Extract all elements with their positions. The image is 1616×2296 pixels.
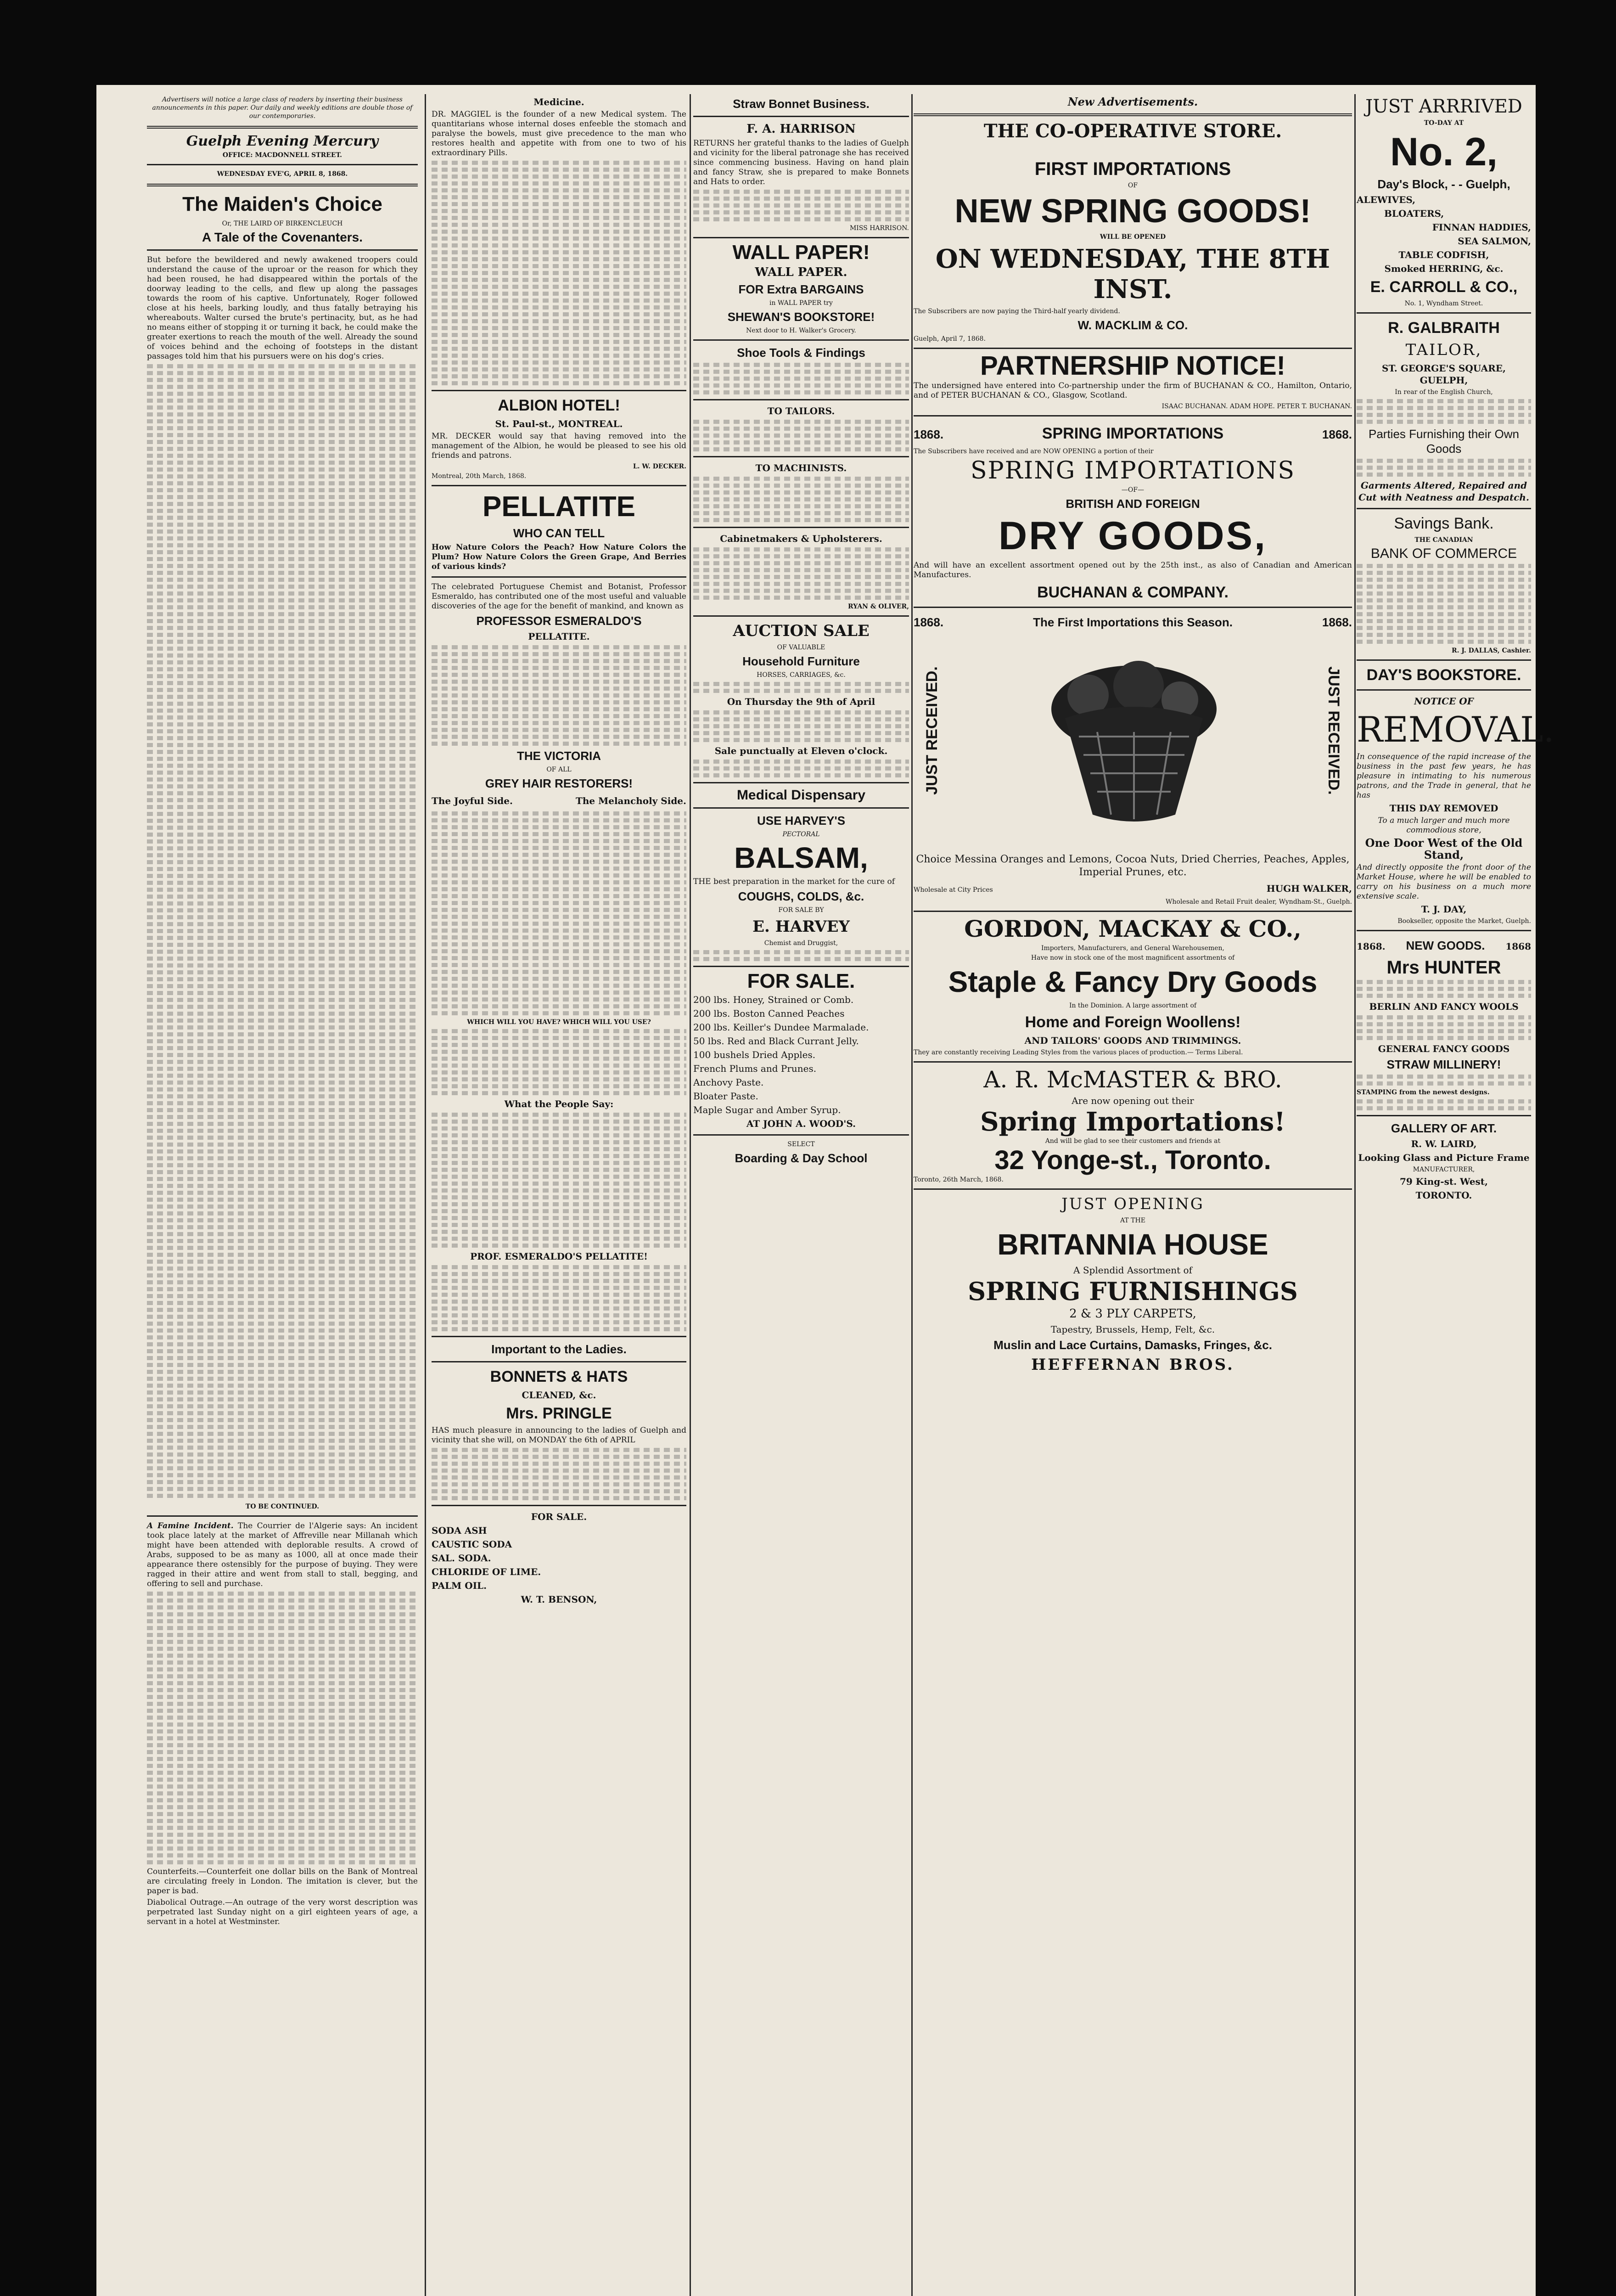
of-2: —OF— (1121, 486, 1145, 494)
spring-furnishings: SPRING FURNISHINGS (968, 1277, 1298, 1306)
dry-goods: DRY GOODS, (999, 514, 1267, 558)
albion-body: MR. DECKER would say that having removed into the management of the Albion, he would be pleased to see his old friends and patrons. (432, 432, 686, 460)
tailor: TAILOR, (1405, 341, 1482, 359)
magiel-title: Medicine. (533, 96, 584, 107)
are-now-opening: Are now opening out their (1072, 1095, 1194, 1106)
office-line: OFFICE: MACDONNELL STREET. (222, 152, 342, 159)
of-all: OF ALL (546, 766, 572, 773)
manufacturer: MANUFACTURER, (1413, 1166, 1475, 1173)
extra-bargains: FOR Extra BARGAINS (738, 282, 864, 296)
bookseller: Bookseller, opposite the Market, Guelph. (1397, 917, 1531, 925)
ryan-oliver: RYAN & OLIVER, (848, 603, 909, 610)
first-importations: FIRST IMPORTATIONS (1034, 159, 1231, 179)
st-georges: ST. GEORGE'S SQUARE, GUELPH, (1382, 363, 1506, 386)
partner-names: ISAAC BUCHANAN. ADAM HOPE. PETER T. BUCHANAN. (1162, 403, 1352, 410)
esmeraldo-intro: The celebrated Portuguese Chemist and Botanist, Professor Esmeraldo, has contributed one of the most useful and valuable discoveries of the age for the benefit of mankind, and known as (432, 582, 686, 611)
john-wood: AT JOHN A. WOOD'S. (746, 1118, 856, 1129)
coop-store: THE CO-OPERATIVE STORE. (983, 120, 1282, 142)
toronto-date: Toronto, 26th March, 1868. (914, 1176, 1004, 1183)
shewan-bookstore: SHEWAN'S BOOKSTORE! (727, 310, 875, 324)
wall-paper-2: WALL PAPER. (755, 265, 847, 279)
which-will: WHICH WILL YOU HAVE? WHICH WILL YOU USE? (467, 1019, 651, 1026)
stamping: STAMPING from the newest designs. (1357, 1089, 1490, 1096)
wall-paper: WALL PAPER! (732, 241, 870, 264)
harrison: F. A. HARRISON (746, 122, 856, 136)
bank-of-commerce: BANK OF COMMERCE (1370, 546, 1517, 561)
dominion: In the Dominion. A large assortment of (1069, 1002, 1197, 1009)
garments-altered: Garments Altered, Repaired and Cut with Neatness and Despatch. (1358, 480, 1529, 503)
new-advertisements: New Advertisements. (1067, 95, 1198, 108)
of-label: OF (1128, 182, 1138, 189)
first-importations-season: The First Importations this Season. (1033, 615, 1233, 629)
spring-imp-body: The Subscribers have received and are NOW OPENING a portion of their (914, 448, 1154, 455)
melancholy-side: The Melancholy Side. (575, 795, 686, 806)
fish-item: TABLE CODFISH, (1398, 249, 1489, 260)
canadian: THE CANADIAN (1414, 536, 1473, 544)
hugh-walker: HUGH WALKER, (1266, 883, 1352, 894)
carroll: E. CARROLL & CO., (1370, 278, 1518, 296)
fish-item: SEA SALMON, (1458, 236, 1531, 247)
carroll-address: No. 1, Wyndham Street. (1404, 300, 1483, 307)
wholesale: Wholesale at City Prices (914, 886, 993, 894)
grey-hair-restorers: GREY HAIR RESTORERS! (485, 777, 633, 790)
walker-role: Wholesale and Retail Fruit dealer, Wyndham-St., Guelph. (1165, 898, 1352, 906)
one-door-west: One Door West of the Old Stand, (1365, 836, 1523, 861)
shoe-tools: Shoe Tools & Findings (737, 346, 865, 360)
new-goods: NEW GOODS. (1406, 939, 1485, 952)
sale-item: 200 lbs. Honey, Strained or Comb. (693, 994, 854, 1005)
palm-oil: PALM OIL. (432, 1580, 487, 1591)
column-rule (911, 94, 913, 2296)
benson-sign: W. T. BENSON, (521, 1594, 597, 1605)
professor-esmeraldo: PROFESSOR ESMERALDO'S (476, 614, 642, 628)
year-right: 1868. (1322, 428, 1352, 441)
spring-importations-2: SPRING IMPORTATIONS (970, 457, 1296, 484)
diabolical-item: Diabolical Outrage.—An outrage of the very worst description was perpetrated last Sunday night on a girl eighteen years of age, a servant in a hotel at Westminster. (147, 1898, 418, 1926)
fruit-ad (914, 613, 1352, 851)
for-sale-soda: FOR SALE. (531, 1511, 587, 1522)
sale-item: 100 bushels Dried Apples. (693, 1049, 816, 1060)
mrs-hunter: Mrs HUNTER (1386, 957, 1501, 978)
prof-pellatite-ad: PROF. ESMERALDO'S PELLATITE! (470, 1251, 648, 1262)
straw-bonnet: Straw Bonnet Business. (733, 97, 870, 111)
masthead: Guelph Evening Mercury (186, 133, 379, 149)
at-the: AT THE (1120, 1217, 1145, 1224)
column-new-advertisements (914, 94, 1352, 2296)
dateline: WEDNESDAY EVE'G, APRIL 8, 1868. (217, 170, 348, 178)
macklim-date: Guelph, April 7, 1868. (914, 335, 986, 343)
gordon-mackay: GORDON, MACKAY & CO., (964, 915, 1302, 942)
rear-church: In rear of the English Church, (1395, 388, 1493, 396)
gallery-of-art: GALLERY OF ART. (1391, 1121, 1497, 1135)
terms: They are constantly receiving Leading Styles from the various places of production.— Terms Liberal. (914, 1049, 1243, 1056)
subscribers-dividend: The Subscribers are now paying the Third-half yearly dividend. (914, 308, 1120, 315)
king-st: 79 King-st. West, (1399, 1176, 1488, 1187)
household-furniture: Household Furniture (742, 654, 860, 668)
column-rule (425, 94, 426, 2296)
general-fancy: GENERAL FANCY GOODS (1378, 1043, 1510, 1054)
muslin-curtains: Muslin and Lace Curtains, Damasks, Fringes, &c. (993, 1338, 1272, 1352)
coughs-colds: COUGHS, COLDS, &c. (738, 889, 864, 903)
famine-title: A Famine Incident. (147, 1521, 234, 1531)
fish-item: Smoked HERRING, &c. (1384, 263, 1504, 274)
spring-importations-3: Spring Importations! (980, 1107, 1285, 1137)
column-rule (1354, 94, 1356, 2296)
tailors-goods: AND TAILORS' GOODS AND TRIMMINGS. (1024, 1035, 1241, 1046)
to-tailors: TO TAILORS. (767, 405, 835, 416)
albion-location: St. Paul-st., MONTREAL. (495, 418, 623, 429)
year-left: 1868. (914, 428, 944, 441)
rw-laird: R. W. LAIRD, (1411, 1138, 1477, 1149)
dallas: R. J. DALLAS, Cashier. (1451, 647, 1531, 654)
of-valuable: OF VALUABLE (777, 644, 825, 651)
new-spring-goods: NEW SPRING GOODS! (954, 193, 1311, 230)
new-goods-year-right: 1868 (1505, 941, 1531, 952)
looking-glass: Looking Glass and Picture Frame (1358, 1152, 1530, 1163)
staple-fancy: Staple & Fancy Dry Goods (948, 965, 1318, 998)
harrison-sign: MISS HARRISON. (849, 225, 909, 232)
albion-sign: L. W. DECKER. (633, 463, 686, 470)
choice-fruit: Choice Messina Oranges and Lemons, Cocoa Nuts, Dried Cherries, Peaches, Apples, Imperial Prunes, etc. (916, 854, 1350, 878)
harvey: E. HARVEY (752, 917, 850, 936)
important-ladies: Important to the Ladies. (491, 1342, 627, 1356)
fish-item: FINNAN HADDIES, (1432, 222, 1531, 233)
gordon-body: Have now in stock one of the most magnificent assortments of (1031, 954, 1235, 962)
caustic-soda: CAUSTIC SODA (432, 1539, 512, 1550)
sale-punctually: Sale punctually at Eleven o'clock. (714, 745, 888, 756)
just-arrived: JUST ARRRIVED (1365, 96, 1522, 117)
berlin-wools: BERLIN AND FANCY WOOLS (1369, 1001, 1519, 1012)
parties-furnishing: Parties Furnishing their Own Goods (1368, 427, 1520, 456)
mcmaster: A. R. McMASTER & BRO. (983, 1066, 1282, 1093)
medical-dispensary: Medical Dispensary (736, 788, 866, 803)
story-subtitle: Or, THE LAIRD OF BIRKENCLEUCH (222, 220, 343, 227)
cleaned: CLEANED, &c. (522, 1390, 596, 1401)
britannia-house: BRITANNIA HOUSE (997, 1228, 1268, 1261)
macklim: W. MACKLIM & CO. (1077, 318, 1188, 332)
gordon-role: Importers, Manufacturers, and General Warehousemen, (1041, 945, 1225, 952)
soda-ash: SODA ASH (432, 1525, 487, 1536)
buchanan-company: BUCHANAN & COMPANY. (1037, 584, 1229, 601)
use-harveys: USE HARVEY'S (757, 814, 846, 827)
mrs-pringle: Mrs. PRINGLE (506, 1405, 612, 1422)
dry-goods-body: And will have an excellent assortment opened out by the 25th inst., as also of Canadian and American Manufactures. (914, 561, 1352, 580)
sale-item: 200 lbs. Keiller's Dundee Marmalade. (693, 1022, 869, 1033)
cabinetmakers: Cabinetmakers & Upholsterers. (720, 533, 882, 544)
pectoral: PECTORAL (782, 831, 820, 838)
no-2: No. 2, (1390, 130, 1498, 174)
shewan-next: Next door to H. Walker's Grocery. (746, 327, 856, 334)
sale-item: 200 lbs. Boston Canned Peaches (693, 1008, 845, 1019)
year-left-2: 1868. (914, 615, 944, 629)
albion-hotel: ALBION HOTEL! (498, 397, 620, 414)
removal-body: In consequence of the rapid increase of the business in the past few years, he has pleasure in intimating to his numerous patrons, and the Trade in general, that he has (1357, 752, 1531, 800)
sale-item: Anchovy Paste. (693, 1077, 764, 1088)
newspaper-page (96, 85, 1554, 2296)
splendid-assortment: A Splendid Assortment of (1073, 1265, 1192, 1276)
pringle-body: HAS much pleasure in announcing to the ladies of Guelph and vicinity that she will, on MONDAY the 6th of APRIL (432, 1426, 686, 1445)
will-be-opened: WILL BE OPENED (1100, 233, 1166, 241)
horses: HORSES, CARRIAGES, &c. (757, 671, 846, 679)
toronto: TORONTO. (1415, 1190, 1472, 1201)
the-victoria: THE VICTORIA (517, 749, 601, 763)
sale-item: 50 lbs. Red and Black Currant Jelly. (693, 1035, 859, 1047)
bonnets-hats: BONNETS & HATS (490, 1368, 628, 1385)
thursday: On Thursday the 9th of April (727, 696, 875, 707)
removal: REMOVAL. (1357, 709, 1554, 750)
column-rule (690, 94, 691, 2296)
partnership-notice: PARTNERSHIP NOTICE! (980, 351, 1285, 381)
pellatite-heading: PELLATITE (483, 491, 635, 523)
sale-item: Maple Sugar and Amber Syrup. (693, 1104, 841, 1115)
days-bookstore: DAY'S BOOKSTORE. (1366, 666, 1521, 684)
straw-millinery: STRAW MILLINERY! (1386, 1058, 1501, 1071)
year-right-2: 1868. (1322, 615, 1352, 629)
boarding-school: Boarding & Day School (735, 1151, 868, 1165)
notice-of: NOTICE OF (1414, 696, 1474, 707)
spring-importations-heading: SPRING IMPORTATIONS (1042, 425, 1224, 442)
just-received-left: JUST RECEIVED. (923, 666, 941, 795)
galbraith: R. GALBRAITH (1388, 319, 1500, 337)
tapestry: Tapestry, Brussels, Hemp, Felt, &c. (1050, 1324, 1215, 1335)
directly-opposite: And directly opposite the front door of the Market House, where he will be enabled to carry on his business on a much more extensive scale. (1357, 863, 1531, 901)
column-ads-3 (693, 94, 909, 2296)
story-body: But before the bewildered and newly awakened troopers could understand the cause of the uproar or the reason for which they had been roused, he had disappeared within the portals of the doorway leading to the cells, and flew up along the passages towards the room of his captive. Unfortunately, Roger followed close at his heels, barking loudly, and thus fatally betraying his whereabouts. Walter cursed the brute's pertinacity, but, as he had no means either of stopping it or turning it back, he could make the greater exertions to reach the mouth of the well. Already the sound of voices behind and the echoing of footsteps in the distant passages told him that his pursuers were on his dog's cries. (147, 255, 418, 361)
column-ads-2 (432, 94, 686, 2296)
who-can-tell: WHO CAN TELL (513, 526, 605, 540)
fruit-basket-icon (1038, 640, 1230, 833)
story-title: The Maiden's Choice (182, 193, 382, 215)
joyful-side: The Joyful Side. (432, 795, 513, 806)
larger-store: To a much larger and much more commodious store, (1378, 816, 1510, 835)
tj-day: T. J. DAY, (1421, 904, 1467, 915)
new-goods-year-left: 1868. (1357, 941, 1386, 952)
partnership-body: The undersigned have entered into Co-partnership under the firm of BUCHANAN & CO., Hamilton, Ontario, and of PETER BUCHANAN & CO., Glasgow, Scotland. (914, 381, 1352, 400)
chloride-lime: CHLORIDE OF LIME. (432, 1566, 541, 1577)
ply-carpets: 2 & 3 PLY CARPETS, (1069, 1307, 1196, 1321)
how-nature: How Nature Colors the Peach? How Nature Colors the Plum? How Nature Colors the Green Grape, And Berries of various kinds? (432, 543, 686, 571)
balsam-body: THE best preparation in the market for the cure of (693, 877, 895, 886)
balsam: BALSAM, (734, 841, 868, 874)
auction-sale: AUCTION SALE (733, 622, 870, 640)
in-wall-paper: in WALL PAPER try (769, 299, 833, 307)
pellatite-sub: PELLATITE. (528, 631, 590, 642)
this-day-removed: THIS DAY REMOVED (1389, 803, 1498, 814)
sale-item: Bloater Paste. (693, 1091, 758, 1102)
today-at: TO-DAY AT (1424, 119, 1464, 127)
for-sale-heading: FOR SALE. (747, 970, 855, 992)
wednesday-8th: ON WEDNESDAY, THE 8TH INST. (935, 244, 1330, 304)
advertisers-note: Advertisers will notice a large class of readers by inserting their business announcements in this paper. Our daily and weekly editions are double those of our contemporaries. (152, 96, 413, 120)
column-editorial (147, 94, 418, 2296)
fish-item: ALEWIVES, (1357, 194, 1416, 205)
sale-item: French Plums and Prunes. (693, 1063, 817, 1074)
to-be-continued: TO BE CONTINUED. (245, 1503, 320, 1510)
select: SELECT (787, 1141, 815, 1148)
home-foreign-woollens: Home and Foreign Woollens! (1025, 1013, 1241, 1031)
yonge-st: 32 Yonge-st., Toronto. (994, 1145, 1271, 1175)
fish-item: BLOATERS, (1384, 208, 1444, 219)
savings-bank: Savings Bank. (1394, 515, 1494, 532)
days-block: Day's Block, - - Guelph, (1377, 177, 1510, 191)
just-opening: JUST OPENING (1061, 1195, 1204, 1213)
british-foreign: BRITISH AND FOREIGN (1066, 497, 1200, 511)
just-received-right: JUST RECEIVED. (1325, 666, 1342, 795)
famine-body: The Courrier de l'Algerie says: An incident took place lately at the market of Affreville near Millanah which might have been attended with deplorable results. A crowd of Arabs, supposed to be as many as 1000, all at once made their appearance there ostensibly for the purpose of buying. They were ragged in their attire and went from stall to stall, begging, and offering to sell and purchase. (147, 1521, 418, 1588)
for-sale-by: FOR SALE BY (778, 906, 824, 914)
people-say: What the People Say: (504, 1098, 614, 1109)
harvey-role: Chemist and Druggist, (764, 940, 838, 947)
story-tale: A Tale of the Covenanters. (202, 230, 363, 244)
counterfeits-item: Counterfeits.—Counterfeit one dollar bills on the Bank of Montreal are circulating freely in London. The imitation is clever, but the paper is bad. (147, 1867, 418, 1896)
sal-soda: SAL. SODA. (432, 1553, 491, 1564)
column-ads-5 (1357, 94, 1554, 2296)
harrison-body: RETURNS her grateful thanks to the ladies of Guelph and vicinity for the liberal patronage she has received since commencing business. Having on hand plain and fancy Straw, she is prepared to make Bonnets and Hats to order. (693, 139, 909, 186)
magiel-body: DR. MAGGIEL is the founder of a new Medical system. The quantitarians whose internal doses enfeeble the stomach and paralyse the bowels, must give precedence to the man who restores health and appetite with from one to two of his extraordinary Pills. (432, 110, 686, 158)
glad-to-see: And will be glad to see their customers and friends at (1045, 1137, 1221, 1145)
to-machinists: TO MACHINISTS. (755, 462, 847, 473)
heffernan-bros: HEFFERNAN BROS. (1031, 1356, 1234, 1374)
albion-date: Montreal, 20th March, 1868. (432, 473, 527, 480)
